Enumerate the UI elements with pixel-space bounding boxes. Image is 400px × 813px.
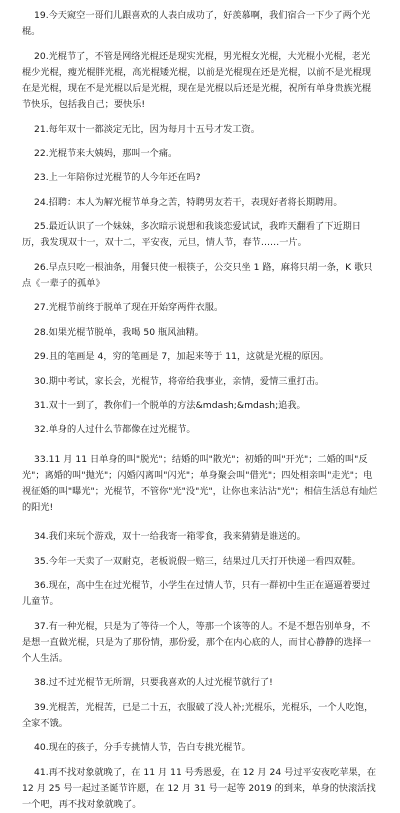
item-number: 29.: [34, 351, 49, 363]
item-text: 我们来玩个游戏，双十一给我寄一箱零食，我来猜猜是谁送的。: [48, 531, 306, 543]
item-text: 招聘：本人为解光棍节单身之苦，特聘男友若干，表现好者将长期聘用。: [48, 196, 343, 208]
item-number: 36.: [34, 580, 49, 592]
item-text: 现在的孩子，分手专挑情人节，告白专挑光棍节。: [48, 742, 251, 754]
list-item: [22, 422, 378, 438]
list-item: [22, 325, 378, 341]
item-text: 每年双十一都淡定无比，因为每月十五号才发工资。: [48, 123, 260, 135]
item-text: 且的笔画是 4，穷的笔画是 7，加起来等于 11，这就是光棍的原因。: [48, 351, 329, 363]
item-text: 期中考试，家长会，光棍节，将帝给我事业，亲情，爱情三重打击。: [48, 375, 325, 387]
list-item: [22, 260, 378, 292]
item-number: 40.: [34, 742, 49, 754]
list-item: [22, 374, 378, 390]
item-number: 24.: [34, 196, 49, 208]
list-item: [22, 529, 378, 545]
item-number: 35.: [34, 555, 49, 567]
item-number: 37.: [34, 620, 49, 632]
list-item: [22, 619, 378, 668]
list-item: [22, 219, 378, 251]
item-number: 25.: [34, 221, 49, 233]
item-text: 双十一到了，教你们一个脱单的方法&mdash;&mdash;追我。: [48, 399, 306, 411]
list-item: [22, 578, 378, 610]
list-item: [22, 170, 378, 186]
item-text: 早点只吃一根油条，用餐只使一根筷子，公交只坐 1 路，麻将只胡一条，K 歌只点《一辈子的孤单》: [22, 261, 373, 289]
item-text: 最近认识了一个妹妹，多次暗示说想和我谈恋爱试试，我昨天翻看了下近期日历，我发现双十一，双十二，平安夜，元旦，情人节，春节……一片。: [22, 221, 361, 249]
list-item: [22, 740, 378, 756]
item-number: 31.: [34, 399, 49, 411]
item-number: 21.: [34, 123, 49, 135]
item-number: 23.: [34, 172, 49, 184]
item-text: 今天窥空一哥们儿跟喜欢的人表白成功了，好羡慕啊，我们宿合一下少了两个光棍。: [22, 10, 371, 38]
item-text: 有一种光棍，只是为了等待一个人，等那一个该等的人。不是不想告别单身，不是想一直做光棍，只是为了那份情，那份爱，那个在内心底的人，而甘心静静的选择一个人生活。: [22, 620, 372, 665]
item-text: 如果光棍节脱单，我喝 50 瓶风油精。: [48, 326, 204, 338]
item-number: 33.: [34, 453, 49, 465]
item-number: 39.: [34, 701, 49, 713]
item-number: 38.: [34, 677, 49, 689]
item-text: 光棍节了，不管是网络光棍还是现实光棍，男光棍女光棍，大光棍小光棍，老光棍少光棍，瘦光棍胖光棍，高光棍矮光棍，以前是光棍现在还是光棍，以前不是光棍现在是光棍，现在不是光棍以后是光棍，现在是光棍以后还是光棍，祝所有单身贵族光棍节快乐，包括我自己；要快乐!: [22, 50, 372, 111]
item-text: 上一年陪你过光棍节的人今年还在吗?: [48, 172, 201, 184]
item-text: 今年一天卖了一双耐克，老板说假一赔三，结果过几天打开快递一看四双鞋。: [48, 555, 361, 567]
item-number: 32.: [34, 424, 49, 436]
list-item: [22, 398, 378, 414]
item-text: 光棍节来大姨妈，那叫一个痛。: [48, 147, 178, 159]
list-item: [22, 300, 378, 316]
item-number: 41.: [34, 766, 49, 778]
item-number: 26.: [34, 261, 49, 273]
list-item: [22, 349, 378, 365]
item-text: 过不过光棍节无所谓，只要我喜欢的人过光棍节就行了!: [48, 677, 273, 689]
item-number: 27.: [34, 302, 49, 314]
list-item: [22, 195, 378, 211]
list-item: [22, 452, 378, 517]
list-item: [22, 765, 378, 813]
item-text: 光棍苦，光棍苦，已是二十五，衣服破了没人补;光棍乐，光棍乐，一个人吃饱，全家不饿。: [22, 701, 374, 730]
list-item: [22, 675, 378, 691]
item-text: 现在，高中生在过光棍节，小学生在过情人节，只有一群初中生正在逼逼着要过儿童节。: [22, 580, 371, 608]
item-text: 单身的人过什么节都像在过光棍节。: [48, 424, 196, 436]
item-number: 19.: [34, 10, 49, 21]
item-number: 30.: [34, 375, 49, 387]
list-item: [22, 122, 378, 138]
list-item: [22, 8, 378, 40]
list-item: [22, 49, 378, 114]
item-number: 28.: [34, 326, 49, 338]
list-item: [22, 554, 378, 570]
item-number: 34.: [34, 531, 49, 543]
item-text: 光棍节前终于脱单了现在开始穿两件衣服。: [48, 302, 224, 314]
item-text: 11 月 11 日单身的叫"脱光"；结婚的叫"散光"；初婚的叫"开光"；二婚的叫"反光"；离婚的叫"抛光"；闪婚闪离叫"闪光"；单身聚会叫"借光"；四处相亲叫"走光"；电视征婚的叫"曝光"；光棍节，不管你"光"没"光"，让你也来沾沾"光"；相信生活总有灿烂的阳光!: [22, 453, 378, 514]
item-text: 再不找对象就晚了，在 11 月 11 号秀恩爱，在 12 月 24 号过平安夜吃苹果，在 12 月 25 号一起过圣诞节许愿，在 12 月 31 号一起等 2019 的到来，单身的快滚活找一个吧，再不找对象就晚了。: [22, 766, 377, 811]
item-number: 20.: [34, 50, 49, 62]
item-number: 22.: [34, 147, 49, 159]
list-item: [22, 146, 378, 162]
list-item: [22, 700, 378, 732]
